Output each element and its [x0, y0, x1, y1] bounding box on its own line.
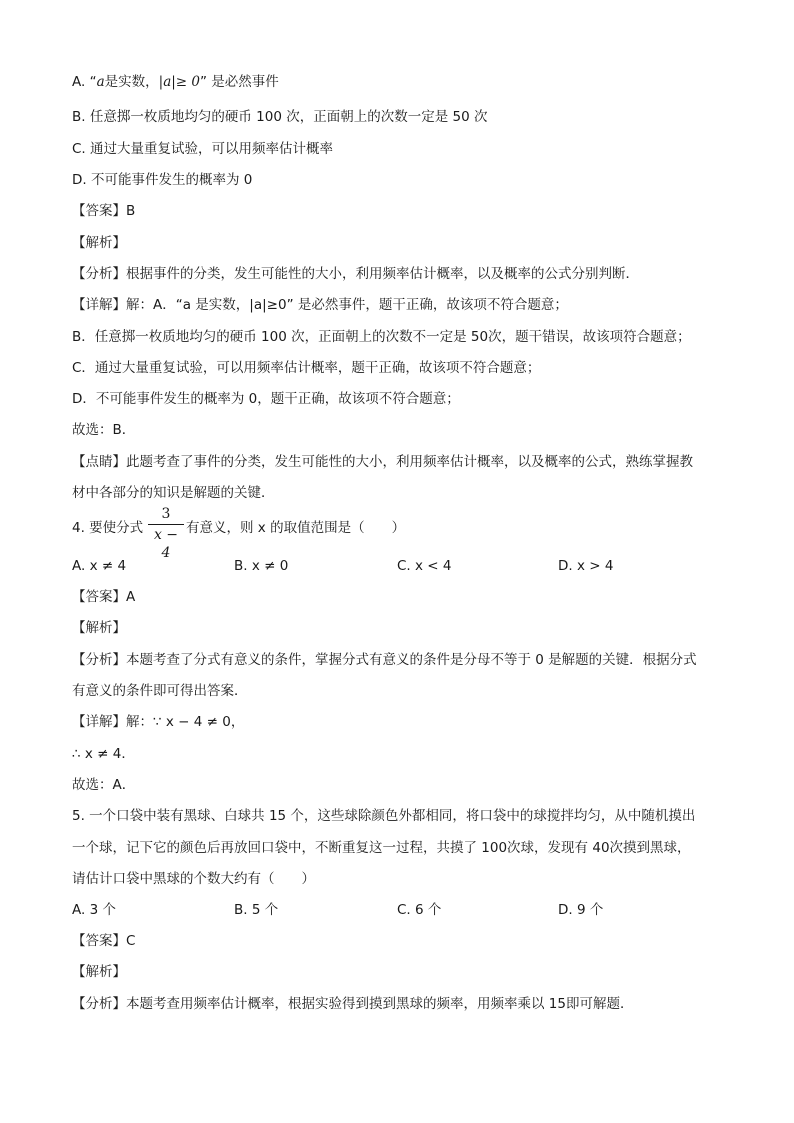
q3-option-a [72, 72, 279, 92]
q3-dianjing-line-2: 材中各部分的知识是解题的关键． [72, 485, 275, 501]
q4-option-b: B. x ≠ 0 [234, 558, 289, 574]
q4-stem-prefix: 4. 要使分式 [72, 520, 144, 536]
q3-detail-c: C．通过大量重复试验，可以用频率估计概率，题干正确，故该项不符合题意； [72, 360, 541, 376]
q3-option-c: C. 通过大量重复试验，可以用频率估计概率 [72, 141, 334, 157]
q3-detail-a: 【详解】解：A．“a 是实数，|a|≥0” 是必然事件，题干正确，故该项不符合题意； [72, 297, 568, 313]
q3-option-a-middle: 是实数， [104, 74, 159, 90]
q4-fraction-numerator: 3 [161, 506, 171, 522]
q4-detail-line-1: 【详解】解：∵ x − 4 ≠ 0， [72, 714, 245, 730]
q5-answer: 【答案】C [72, 933, 136, 949]
q5-stem-line-1: 5. 一个口袋中装有黑球、白球共 15 个，这些球除颜色外都相同，将口袋中的球搅拌均匀，从中随机摸出 [72, 808, 696, 824]
q3-dianjing-line-1: 【点睛】此题考查了事件的分类，发生可能性的大小，利用频率估计概率，以及概率的公式，熟练掌握教 [72, 454, 693, 470]
q4-choose: 故选：A． [72, 777, 136, 793]
q3-option-a-prefix: A. “ [72, 74, 97, 90]
q3-choose: 故选：B． [72, 422, 136, 438]
q4-fenxi-line-1: 【分析】本题考查了分式有意义的条件，掌握分式有意义的条件是分母不等于 0 是解题的关键．根据分式 [72, 652, 697, 668]
q4-detail-line-2: ∴ x ≠ 4． [72, 746, 135, 762]
q4-stem-suffix: 有意义，则 x 的取值范围是（ ） [186, 520, 406, 536]
q3-option-d: D. 不可能事件发生的概率为 0 [72, 172, 253, 188]
q3-detail-b: B．任意掷一枚质地均匀的硬币 100 次，正面朝上的次数不一定是 50次，题干错误，故该项符合题意； [72, 329, 691, 345]
q3-option-a-formula: |a|≥ 0 [158, 74, 200, 90]
q4-answer: 【答案】A [72, 589, 136, 605]
q4-option-c: C. x < 4 [397, 558, 452, 574]
q4-fraction [148, 505, 184, 562]
q5-stem-line-3: 请估计口袋中黑球的个数大约有（ ） [72, 871, 315, 887]
q4-fraction-bar [148, 524, 184, 525]
q4-option-a: A. x ≠ 4 [72, 558, 127, 574]
q4-fraction-denominator: x − 4 [153, 527, 179, 561]
q5-stem-line-2: 一个球，记下它的颜色后再放回口袋中，不断重复这一过程，共摸了 100次球，发现有 40次摸到黑球， [72, 840, 691, 856]
q5-analysis-heading: 【解析】 [72, 964, 126, 980]
q3-analysis-heading: 【解析】 [72, 235, 126, 251]
q3-detail-d: D．不可能事件发生的概率为 0，题干正确，故该项不符合题意； [72, 391, 460, 407]
q5-option-b: B. 5 个 [234, 902, 279, 918]
q3-option-a-variable: a [96, 74, 105, 90]
q5-option-d: D. 9 个 [558, 902, 604, 918]
q4-fenxi-line-2: 有意义的条件即可得出答案． [72, 683, 248, 699]
q5-fenxi: 【分析】本题考查用频率估计概率，根据实验得到摸到黑球的频率，用频率乘以 15即可解题． [72, 996, 634, 1012]
q4-analysis-heading: 【解析】 [72, 620, 126, 636]
q5-option-a: A. 3 个 [72, 902, 116, 918]
q5-option-c: C. 6 个 [397, 902, 442, 918]
q3-answer: 【答案】B [72, 203, 136, 219]
q3-option-a-suffix: ” 是必然事件 [199, 74, 279, 90]
q4-option-d: D. x > 4 [558, 558, 614, 574]
q3-option-b: B. 任意掷一枚质地均匀的硬币 100 次，正面朝上的次数一定是 50 次 [72, 109, 488, 125]
q3-fenxi: 【分析】根据事件的分类，发生可能性的大小，利用频率估计概率，以及概率的公式分别判断． [72, 266, 639, 282]
